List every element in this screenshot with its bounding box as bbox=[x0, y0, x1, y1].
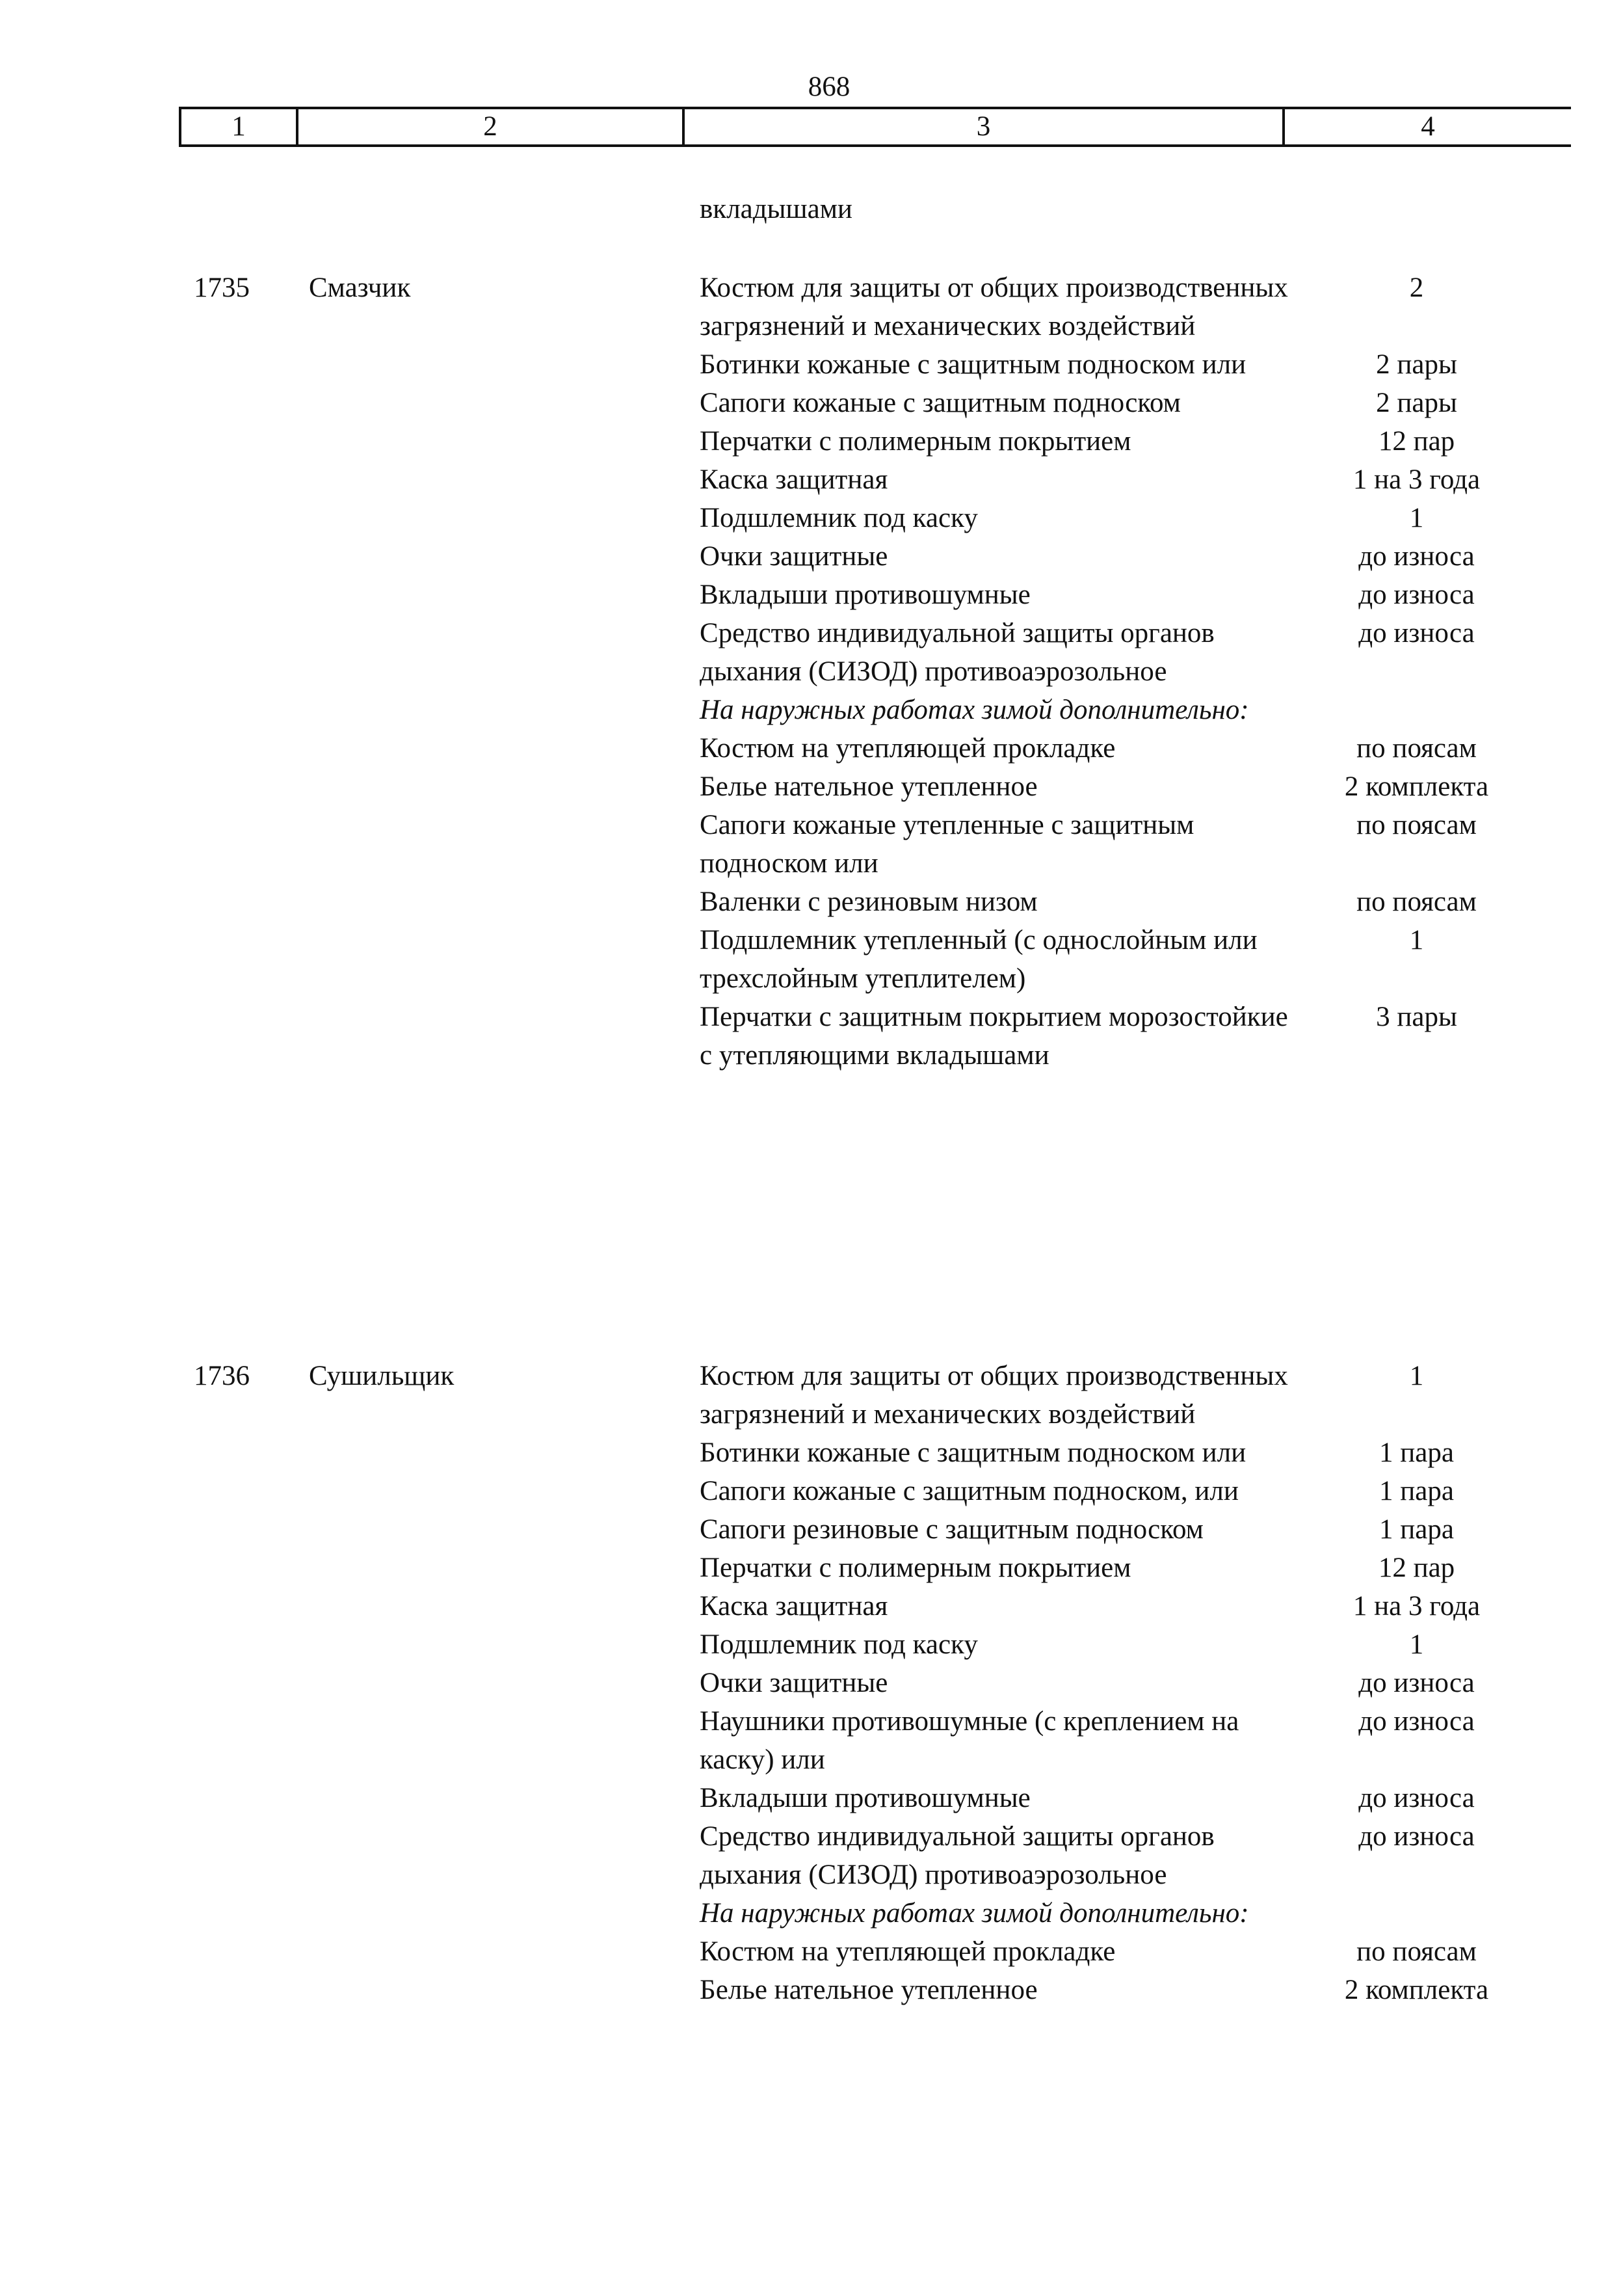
item-norm: по поясам bbox=[1356, 887, 1477, 917]
item-name: Подшлемник под каску bbox=[700, 503, 978, 533]
item-norm: 1 bbox=[1409, 1361, 1424, 1391]
item-norm: 2 комплекта bbox=[1344, 1975, 1489, 2005]
item-name: Перчатки с полимерным покрытием bbox=[700, 426, 1131, 457]
item-norm: 1 на 3 года bbox=[1352, 464, 1481, 495]
item-list bbox=[700, 269, 1597, 1075]
item-row bbox=[700, 768, 1597, 806]
item-name: Ботинки кожаные с защитным подноском или bbox=[700, 1437, 1247, 1468]
item-name: Перчатки с защитным покрытием морозостойкие с утепляющими вкладышами bbox=[700, 1002, 1288, 1071]
item-row bbox=[700, 1702, 1597, 1779]
item-row bbox=[700, 345, 1597, 384]
item-norm: по поясам bbox=[1356, 810, 1477, 840]
item-list bbox=[700, 1357, 1597, 2009]
item-row bbox=[700, 1587, 1597, 1625]
item-name: Сапоги кожаные с защитным подноском, или bbox=[700, 1476, 1239, 1506]
item-name: Костюм на утепляющей прокладке bbox=[700, 733, 1116, 764]
item-row bbox=[700, 461, 1597, 499]
item-row bbox=[700, 384, 1597, 422]
item-name: Ботинки кожаные с защитным подноском или bbox=[700, 349, 1247, 380]
item-norm: 1 пара bbox=[1379, 1514, 1454, 1545]
item-row bbox=[700, 1817, 1597, 1894]
item-norm: до износа bbox=[1358, 1821, 1475, 1852]
item-row bbox=[700, 1932, 1597, 1971]
item-norm: 1 bbox=[1409, 503, 1424, 533]
item-norm: 1 bbox=[1409, 925, 1424, 955]
item-norm: 12 пар bbox=[1378, 426, 1455, 457]
section-subheading: На наружных работах зимой дополнительно: bbox=[700, 1898, 1249, 1929]
item-row bbox=[700, 883, 1597, 921]
item-row bbox=[700, 1510, 1597, 1549]
item-row bbox=[700, 806, 1597, 883]
item-norm: 1 пара bbox=[1379, 1437, 1454, 1468]
page-number: 868 bbox=[808, 72, 851, 102]
column-header-3: 3 bbox=[685, 109, 1285, 144]
item-norm: 2 пары bbox=[1376, 349, 1457, 380]
item-name: Подшлемник утепленный (с однослойным или трехслойным утеплителем) bbox=[700, 925, 1258, 994]
item-name: Костюм на утепляющей прокладке bbox=[700, 1936, 1116, 1967]
item-row bbox=[700, 1625, 1597, 1664]
item-name: Белье нательное утепленное bbox=[700, 771, 1038, 802]
item-row bbox=[700, 1357, 1597, 1434]
item-norm: 1 пара bbox=[1379, 1476, 1454, 1506]
item-name: Средство индивидуальной защиты органов дыхания (СИЗОД) противоаэрозольное bbox=[700, 1821, 1215, 1890]
item-row bbox=[700, 729, 1597, 768]
entry-number: 1736 bbox=[194, 1361, 250, 1391]
item-row bbox=[700, 1472, 1597, 1510]
item-row bbox=[700, 1779, 1597, 1817]
item-norm: до износа bbox=[1358, 1668, 1475, 1698]
item-row bbox=[700, 1894, 1597, 1932]
item-norm: 1 на 3 года bbox=[1352, 1591, 1481, 1622]
entry-profession: Смазчик bbox=[309, 273, 411, 303]
item-norm: 2 пары bbox=[1376, 388, 1457, 418]
item-name: Валенки с резиновым низом bbox=[700, 887, 1038, 917]
item-norm: 2 bbox=[1409, 273, 1424, 303]
item-name: Сапоги кожаные утепленные с защитным подноском или bbox=[700, 810, 1194, 879]
item-row bbox=[700, 1549, 1597, 1587]
item-name: Средство индивидуальной защиты органов дыхания (СИЗОД) противоаэрозольное bbox=[700, 618, 1215, 687]
item-row bbox=[700, 1664, 1597, 1702]
item-name: Перчатки с полимерным покрытием bbox=[700, 1553, 1131, 1583]
item-row bbox=[700, 614, 1597, 691]
continued-item-text: вкладышами bbox=[700, 194, 852, 224]
item-name: Костюм для защиты от общих производственных загрязнений и механических воздействий bbox=[700, 1361, 1288, 1430]
item-name: Очки защитные bbox=[700, 541, 888, 572]
item-row bbox=[700, 422, 1597, 461]
item-name: Очки защитные bbox=[700, 1668, 888, 1698]
item-name: Каска защитная bbox=[700, 464, 888, 495]
item-norm: до износа bbox=[1358, 580, 1475, 610]
item-row bbox=[700, 921, 1597, 998]
item-row bbox=[700, 998, 1597, 1075]
column-header-2: 2 bbox=[298, 109, 685, 144]
item-norm: по поясам bbox=[1356, 733, 1477, 764]
item-norm: до износа bbox=[1358, 541, 1475, 572]
item-norm: до износа bbox=[1358, 1706, 1475, 1737]
item-row bbox=[700, 269, 1597, 345]
item-norm: до износа bbox=[1358, 618, 1475, 648]
item-norm: 12 пар bbox=[1378, 1553, 1455, 1583]
item-norm: по поясам bbox=[1356, 1936, 1477, 1967]
item-norm: 3 пары bbox=[1376, 1002, 1457, 1032]
item-name: Вкладыши противошумные bbox=[700, 1783, 1031, 1813]
item-name: Каска защитная bbox=[700, 1591, 888, 1622]
column-header-1: 1 bbox=[179, 109, 298, 144]
entry-profession: Сушильщик bbox=[309, 1361, 455, 1391]
item-row bbox=[700, 1971, 1597, 2009]
item-row bbox=[700, 691, 1597, 729]
item-row bbox=[700, 499, 1597, 537]
item-norm: 1 bbox=[1409, 1629, 1424, 1660]
section-subheading: На наружных работах зимой дополнительно: bbox=[700, 695, 1249, 725]
item-name: Сапоги резиновые с защитным подноском bbox=[700, 1514, 1204, 1545]
item-name: Вкладыши противошумные bbox=[700, 580, 1031, 610]
item-norm: до износа bbox=[1358, 1783, 1475, 1813]
item-name: Подшлемник под каску bbox=[700, 1629, 978, 1660]
item-row bbox=[700, 576, 1597, 614]
item-row bbox=[700, 537, 1597, 576]
column-header-4: 4 bbox=[1421, 111, 1435, 142]
item-name: Костюм для защиты от общих производственных загрязнений и механических воздействий bbox=[700, 273, 1288, 341]
item-row bbox=[700, 1434, 1597, 1472]
item-name: Сапоги кожаные с защитным подноском bbox=[700, 388, 1181, 418]
entry-number: 1735 bbox=[194, 273, 250, 303]
item-norm: 2 комплекта bbox=[1344, 771, 1489, 802]
item-name: Белье нательное утепленное bbox=[700, 1975, 1038, 2005]
item-name: Наушники противошумные (с креплением на каску) или bbox=[700, 1706, 1239, 1775]
